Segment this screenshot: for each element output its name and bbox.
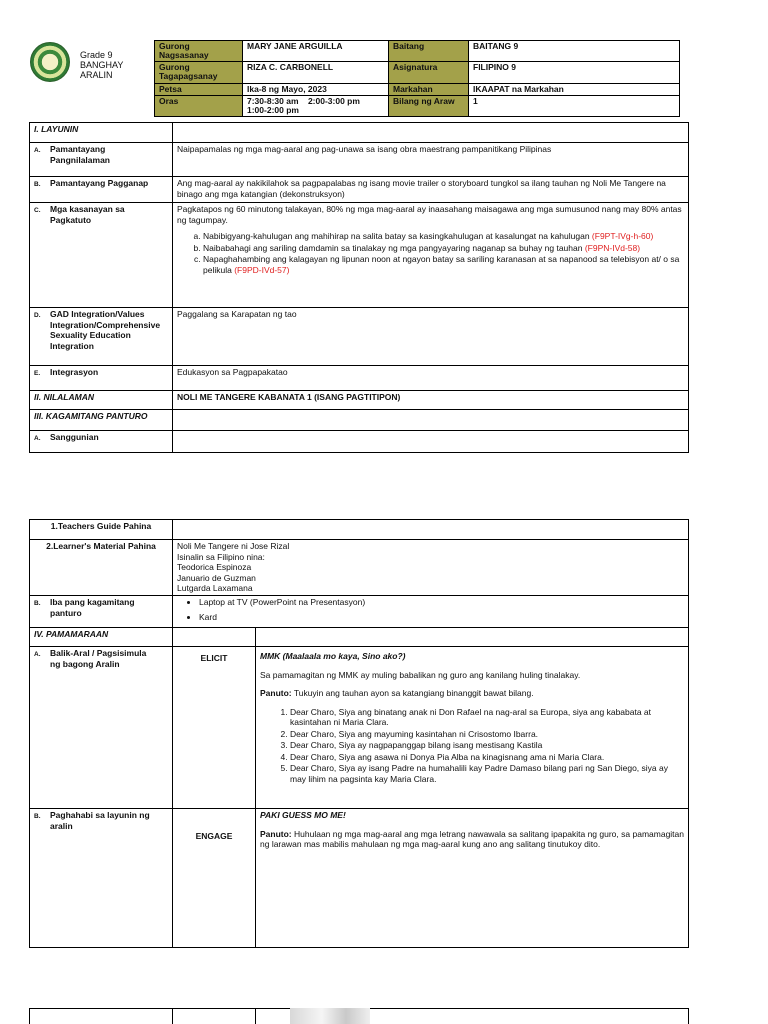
learners-material-list <box>173 540 689 596</box>
competencies-intro: Pagkatapos ng 60 minutong talakayan, 80% ng mga mag-aaral ay inaasahang maisagawa ang mga sumusunod nang may 80% antas ng tagumpay. <box>177 204 682 225</box>
engage-instructions: Panuto: Huhulaan ng mga mag-aaral ang mga letrang nawawala sa salitang ipapakita ng guro, sa pamamagitan ng larawan mas mabilis mahulaan ng mga mag-aaral kung ano ang salitang tinutukoy dito. <box>260 828 684 849</box>
performance-standard: Ang mag-aaral ay nakikilahok sa pagpapalabas ng isang movie trailer o storyboard tungkol sa ilang tauhan ng Noli Me Tangere na binago ang mga katangian (dekonstruksyon) <box>173 177 689 203</box>
competency-code: (F9PT-IVg-h-60) <box>591 231 654 241</box>
integration-text: Edukasyon sa Pagpapakatao <box>173 366 689 391</box>
row-label-b: B. Pamantayang Pagganap <box>30 177 173 203</box>
row-label-balik-aral: A. Balik-Aral / Pagsisimula ng bagong Aralin <box>30 647 173 809</box>
paki-title: PAKI GUESS MO ME! <box>260 810 346 820</box>
header-value: 1 <box>469 96 680 117</box>
header-label: Markahan <box>389 84 469 96</box>
section-kagamitan: III. KAGAMITANG PANTURO <box>30 410 173 431</box>
list-item: b. Naibabahagi ang sariling damdamin sa tinalakay ng mga pangyayaring naganap sa buhay ng tauhan (F9PN-IVd-58) <box>203 243 684 254</box>
time-line-1: 7:30-8:30 am 2:00-3:00 pm <box>247 96 360 106</box>
competencies-list <box>203 231 684 275</box>
list-item: c. Napaghahambing ang kalagayan ng lipunan noon at ngayon batay sa sariling karanasan at sa napanood sa telebisyon at/ o sa pelikula (F9PD-IVd-57) <box>203 254 684 275</box>
list-item: 4. Dear Charo, Siya ang asawa ni Donya Pia Alba na kinagisnang ama ni Maria Clara. <box>290 752 684 763</box>
list-item: Teodorica Espinoza <box>177 562 252 572</box>
row-label-e: E. Integrasyon <box>30 366 173 391</box>
list-item: • Laptop at TV (PowerPoint na Presentasyon) <box>199 597 684 608</box>
section-layunin: I. LAYUNIN <box>30 123 173 143</box>
header-value: IKAAPAT na Markahan <box>469 84 680 96</box>
plan-title-1: BANGHAY <box>80 60 124 70</box>
header-value: Ika-8 ng Mayo, 2023 <box>243 84 389 96</box>
competency-code: (F9PN-IVd-58) <box>584 242 641 253</box>
list-item: 5. Dear Charo, Siya ay isang Padre na humahalili kay Padre Damaso bilang pari ng San Diego, siya ay may lihim na pagsinta kay Maria Clara. <box>290 763 684 784</box>
row-label-sanggunian: A. Sanggunian <box>30 431 173 453</box>
mmk-list <box>290 707 684 785</box>
header-label: Baitang <box>389 41 469 62</box>
gad-integration: Paggalang sa Karapatan ng tao <box>173 308 689 366</box>
mmk-intro: Sa pamamagitan ng MMK ay muling babalikan ng guro ang kanilang huling tinalakay. <box>260 669 581 680</box>
competency-code: (F9PD-IVd-57) <box>234 264 290 275</box>
plan-title-2: ARALIN <box>80 70 113 80</box>
image-fragment <box>290 1008 370 1024</box>
section-nilalaman: II. NILALAMAN <box>30 391 173 410</box>
header-label: Petsa <box>155 84 243 96</box>
header-label: Bilang ng Araw <box>389 96 469 117</box>
engage-label: ENGAGE <box>173 809 256 948</box>
elicit-label: ELICIT <box>173 647 256 809</box>
row-label-c: C. Mga kasanayan sa Pagkatuto <box>30 203 173 308</box>
elicit-content <box>256 647 689 809</box>
list-item: Januario de Guzman <box>177 572 256 583</box>
lesson-content: NOLI ME TANGERE KABANATA 1 (ISANG PAGTITIPON) <box>173 391 689 410</box>
row-label-paghahabi: B. Paghahabi sa layunin ng aralin <box>30 809 173 948</box>
section-pamamaraan: IV. PAMAMARAAN <box>30 628 173 647</box>
learners-material-label: 2.Learner's Material Pahina <box>30 540 173 596</box>
list-item: Lutgarda Laxamana <box>177 583 253 593</box>
header-value: BAITANG 9 <box>469 41 680 62</box>
row-label-a: A. Pamantayang Pangnilalaman <box>30 143 173 177</box>
list-item: 3. Dear Charo, Siya ay nagpapanggap bilang isang mestisang Kastila <box>290 740 684 751</box>
school-seal-icon <box>30 42 70 82</box>
procedure-table <box>29 519 689 948</box>
header-label: Asignatura <box>389 62 469 84</box>
mmk-instructions: Panuto: Tukuyin ang tauhan ayon sa katangiang binanggit bawat bilang. <box>260 688 534 698</box>
header-table <box>154 40 680 117</box>
teachers-guide-label: 1.Teachers Guide Pahina <box>30 520 173 540</box>
content-standard: Naipapamalas ng mga mag-aaral ang pag-unawa sa isang obra maestrang pampanitikang Pilipinas <box>173 143 689 177</box>
time-line-2: 1:00-2:00 pm <box>247 105 299 115</box>
header-value <box>243 96 389 117</box>
header-label: Oras <box>155 96 243 117</box>
engage-content <box>256 809 689 948</box>
list-item: 1. Dear Charo, Siya ang binatang anak ni Don Rafael na nag-aral sa Europa, siya ang kababata at kasintahan ni Maria Clara. <box>290 707 684 728</box>
header-value: MARY JANE ARGUILLA <box>243 41 389 62</box>
list-item: a. Nabibigyang-kahulugan ang mahihirap na salita batay sa kasingkahulugan at kasalungat na kahulugan (F9PT-IVg-h-60) <box>203 231 684 242</box>
row-label-iba: B. Iba pang kagamitang panturo <box>30 596 173 628</box>
learning-competencies <box>173 203 689 308</box>
header-label: Gurong Tagapagsanay <box>155 62 243 84</box>
grade-label: Grade 9 <box>80 50 113 60</box>
header-value: RIZA C. CARBONELL <box>243 62 389 84</box>
row-label-d: D. GAD Integration/Values Integration/Comprehensive Sexuality Education Integration <box>30 308 173 366</box>
list-item: Isinalin sa Filipino nina: <box>177 551 265 562</box>
header-label: Gurong Nagsasanay <box>155 41 243 62</box>
list-item: 2. Dear Charo, Siya ang mayuming kasintahan ni Crisostomo Ibarra. <box>290 729 684 740</box>
list-item: Noli Me Tangere ni Jose Rizal <box>177 541 290 551</box>
list-item: • Kard <box>199 612 684 623</box>
header-value: FILIPINO 9 <box>469 62 680 84</box>
other-materials <box>173 596 689 628</box>
school-logo <box>30 42 70 82</box>
objectives-table <box>29 122 689 453</box>
mmk-title: MMK (Maalaala mo kaya, Sino ako?) <box>260 651 406 661</box>
header-title <box>80 50 123 80</box>
